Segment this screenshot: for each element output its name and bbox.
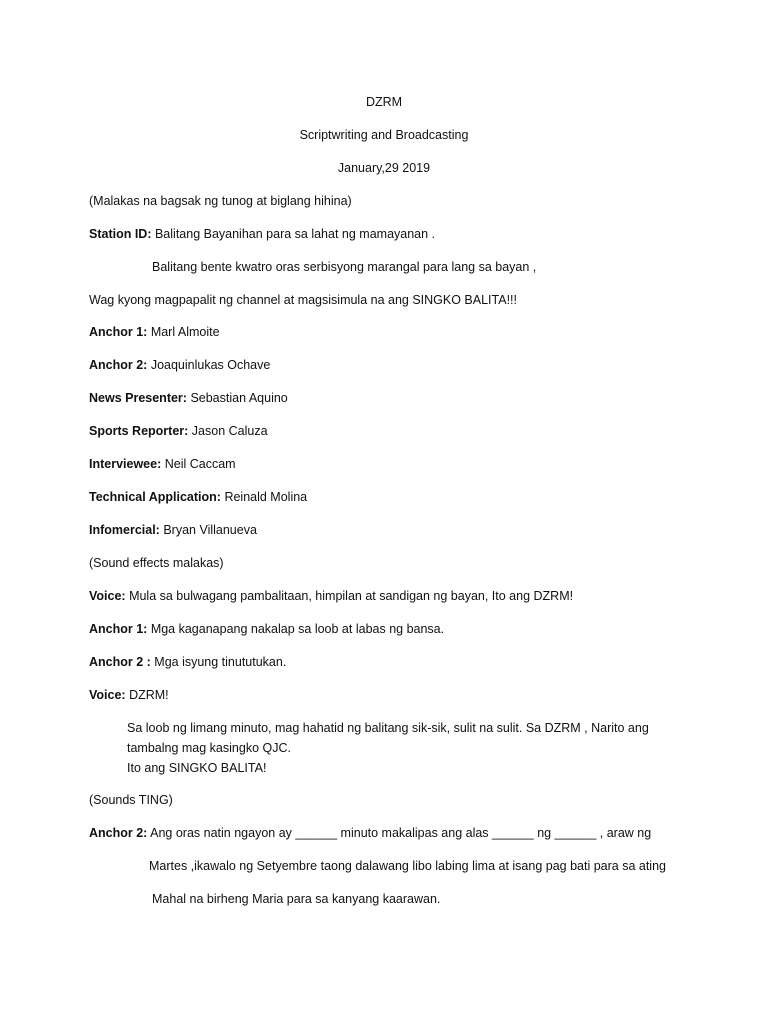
cast-label: News Presenter: (89, 391, 187, 405)
cast-name: Marl Almoite (147, 325, 220, 339)
station-id-label: Station ID: (89, 227, 152, 241)
cast-anchor-2 (89, 357, 270, 373)
cast-infomercial (89, 522, 257, 538)
cast-label: Anchor 1: (89, 325, 148, 339)
speaker-label: Anchor 2 : (89, 655, 151, 669)
sound-effect-cue: (Sound effects malakas) (89, 556, 224, 570)
cast-label: Technical Application: (89, 490, 221, 504)
document-date: January,29 2019 (337, 161, 431, 175)
station-id-text: Balitang Bayanihan para sa lahat ng mamayanan . (151, 227, 436, 241)
anchor-2-time-line-2: Martes ,ikawalo ng Setyembre taong dalawang libo labing lima at isang pag bati para sa ating (149, 859, 666, 873)
speaker-text: Mga isyung tinututukan. (150, 655, 287, 669)
speaker-text: Mga kaganapang nakalap sa loob at labas ng bansa. (147, 622, 445, 636)
speaker-text: Ang oras natin ngayon ay ______ minuto makalipas ang alas ______ ng ______ , araw ng (147, 826, 652, 840)
speaker-label: Voice: (89, 688, 126, 702)
station-id-line (89, 226, 435, 242)
cast-anchor-1 (89, 324, 220, 340)
station-id-line-2: Balitang bente kwatro oras serbisyong marangal para lang sa bayan , (152, 260, 537, 274)
cast-technical-application (89, 489, 307, 505)
voice-line-2 (89, 687, 169, 703)
speaker-text: Mula sa bulwagang pambalitaan, himpilan at sandigan ng bayan, Ito ang DZRM! (125, 589, 574, 603)
speaker-text: DZRM! (125, 688, 169, 702)
voice-paragraph-line-1: Sa loob ng limang minuto, mag hahatid ng balitang sik-sik, sulit na sulit. Sa DZRM , Narito ang (127, 721, 649, 735)
anchor-2-time-line-3: Mahal na birheng Maria para sa kanyang kaarawan. (152, 892, 441, 906)
voice-paragraph-line-2: tambalng mag kasingko QJC. (127, 741, 291, 755)
cast-label: Anchor 2: (89, 358, 148, 372)
station-id-line-3: Wag kyong magpapalit ng channel at magsisimula na ang SINGKO BALITA!!! (89, 293, 517, 307)
document-subject: Scriptwriting and Broadcasting (299, 128, 469, 142)
speaker-label: Anchor 1: (89, 622, 148, 636)
station-title: DZRM (365, 95, 403, 109)
cast-interviewee (89, 456, 236, 472)
anchor-1-line (89, 621, 444, 637)
cast-label: Infomercial: (89, 523, 160, 537)
cast-name: Sebastian Aquino (186, 391, 288, 405)
cast-sports-reporter (89, 423, 268, 439)
opening-sound-cue: (Malakas na bagsak ng tunog at biglang hihina) (89, 194, 352, 208)
voice-line-1 (89, 588, 573, 604)
speaker-label: Anchor 2: (89, 826, 148, 840)
cast-name: Jason Caluza (188, 424, 268, 438)
anchor-2-line (89, 654, 286, 670)
voice-paragraph-line-3: Ito ang SINGKO BALITA! (127, 761, 267, 775)
cast-name: Neil Caccam (161, 457, 236, 471)
cast-news-presenter (89, 390, 288, 406)
sound-ting-cue: (Sounds TING) (89, 793, 173, 807)
cast-label: Interviewee: (89, 457, 162, 471)
anchor-2-time-line (89, 825, 651, 841)
cast-name: Bryan Villanueva (159, 523, 257, 537)
speaker-label: Voice: (89, 589, 126, 603)
cast-label: Sports Reporter: (89, 424, 189, 438)
cast-name: Reinald Molina (220, 490, 308, 504)
cast-name: Joaquinlukas Ochave (147, 358, 271, 372)
